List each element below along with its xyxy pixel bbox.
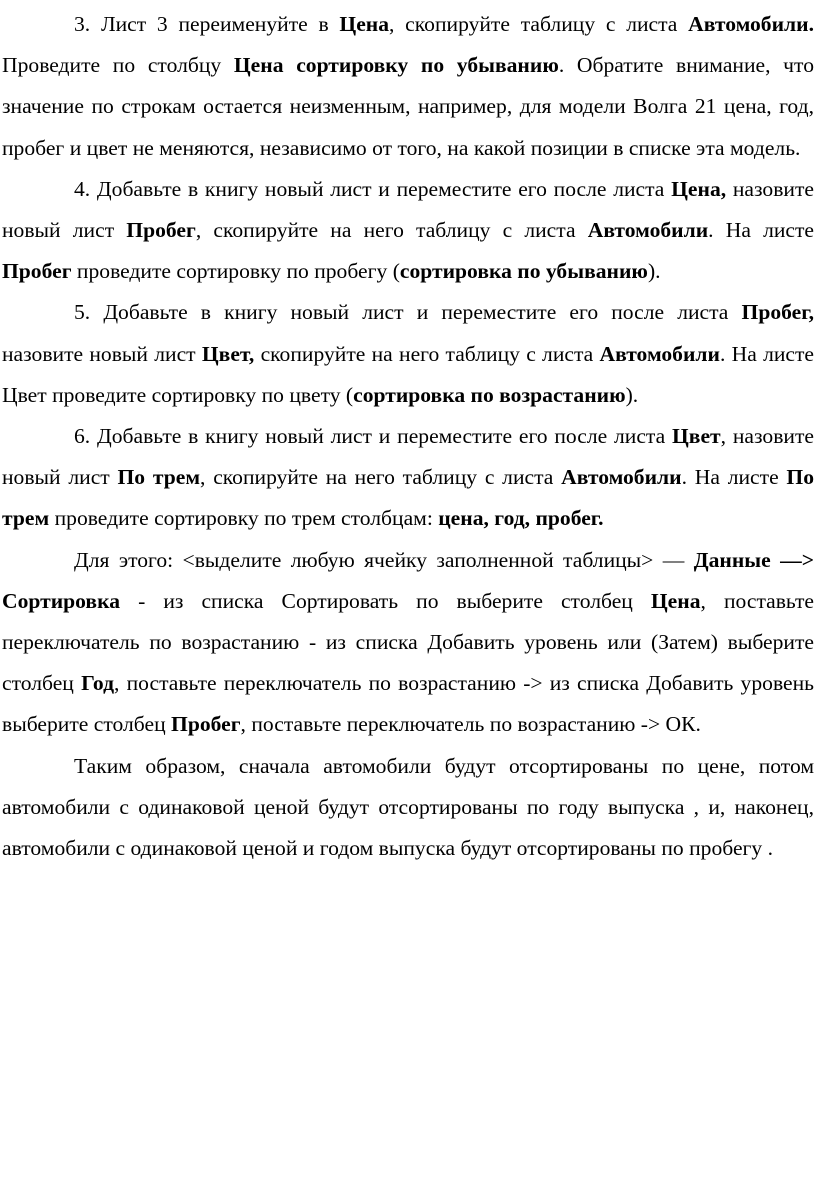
bold-text: Цена <box>339 12 390 36</box>
bold-text: сортировка по убыванию <box>399 259 648 284</box>
bold-text: Автомобили <box>599 341 720 366</box>
paragraph-step-4 <box>2 169 814 293</box>
bold-text: цена, год, пробег. <box>438 506 604 531</box>
text-run: 6. Добавьте в книгу новый лист и переместите его после листа <box>74 424 673 449</box>
text-run: скопируйте на него таблицу с листа <box>254 341 600 366</box>
paragraph-step-6 <box>2 416 814 540</box>
bold-text: сортировка по возрастанию <box>353 382 626 407</box>
bold-text: Год <box>81 671 115 696</box>
bold-text: Пробег <box>171 712 241 737</box>
bold-text: Пробег <box>126 218 196 243</box>
bold-text: Цена <box>650 588 701 613</box>
text-run: , поставьте переключатель по возрастанию -> из списка Добавить уровень выберите столбец <box>2 671 815 737</box>
bold-text: Пробег <box>2 259 72 284</box>
text-run: проведите сортировку по трем столбцам: <box>49 506 439 531</box>
text-run: . На листе Цвет проведите сортировку по цвету ( <box>2 341 815 407</box>
text-run: проведите сортировку по пробегу ( <box>71 259 400 284</box>
document-page <box>2 4 814 869</box>
text-run: 3. Лист 3 переименуйте в <box>74 12 340 36</box>
bold-text: Автомобили <box>587 218 709 243</box>
text-run: - из списка Сортировать по выберите столбец <box>120 588 651 613</box>
paragraph-step-3 <box>2 4 814 169</box>
text-run: ). <box>647 259 661 284</box>
text-run: . На листе <box>708 218 815 243</box>
text-run: , скопируйте таблицу с листа <box>389 12 689 36</box>
text-run: , назовите новый лист <box>2 424 814 490</box>
paragraph-conclusion <box>2 746 814 870</box>
bold-text: Цвет, <box>201 341 255 366</box>
text-run: . Обратите внимание, что значение по строкам остается неизменным, например, для модели Волга 21 цена, год, пробег и цвет не меняются, независимо от того, на какой позиции в списке эта модель. <box>2 53 814 160</box>
text-run: , скопируйте на него таблицу с листа <box>195 218 588 243</box>
paragraph-instructions <box>2 540 814 746</box>
bold-text: Цена, <box>671 176 727 201</box>
text-run: Для этого: <выделите любую ячейку заполненной таблицы> — <box>74 547 694 572</box>
text-run: , поставьте переключатель по возрастанию -> ОК. <box>240 712 701 737</box>
text-run: Таким образом, сначала автомобили будут отсортированы по цене, потом автомобили с одинаковой ценой будут отсортированы по году выпуска , и, наконец, автомобили с одинаковой ценой и годом выпуска будут отсортированы по пробегу . <box>2 753 814 861</box>
text-run: 5. Добавьте в книгу новый лист и переместите его после листа <box>74 300 742 325</box>
text-run: Проведите по столбцу <box>2 53 234 78</box>
bold-text: По трем <box>2 465 815 531</box>
bold-text: Данные —> Сортировка <box>2 547 814 613</box>
text-run: 4. Добавьте в книгу новый лист и переместите его после листа <box>74 176 672 201</box>
bold-text: Автомобили <box>561 465 682 490</box>
text-run: ). <box>625 382 639 407</box>
text-run: , поставьте переключатель по возрастанию - из списка Добавить уровень или (Затем) выберите столбец <box>2 588 814 696</box>
paragraph-step-5 <box>2 292 814 416</box>
bold-text: Цена сортировку по убыванию <box>233 53 559 78</box>
text-run: назовите новый лист <box>2 176 814 243</box>
text-run: . На листе <box>681 465 787 490</box>
bold-text: По трем <box>117 465 201 490</box>
bold-text: Пробег, <box>741 300 814 325</box>
bold-text: Цвет <box>672 424 721 449</box>
bold-text: Автомобили. <box>688 12 814 36</box>
text-run: назовите новый лист <box>2 341 202 366</box>
text-run: , скопируйте на него таблицу с листа <box>200 465 562 490</box>
